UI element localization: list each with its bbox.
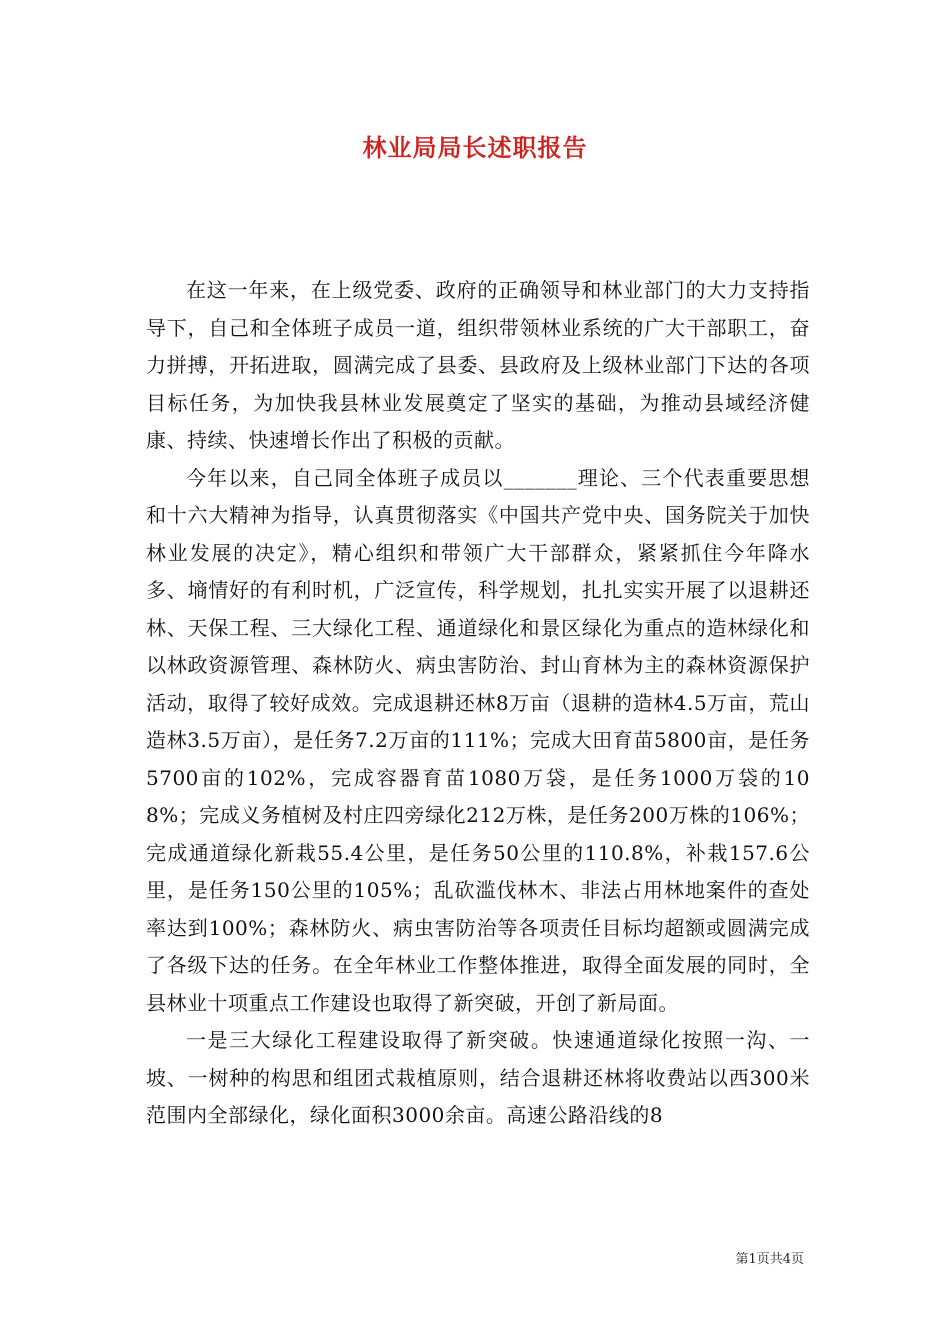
paragraph-achievements: 今年以来，自己同全体班子成员以_______理论、三个代表重要思想和十六大精神为指导，认真贯彻落实《中国共产党中央、国务院关于加快林业发展的决定》，精心组织和带领广大干部群众，紧紧抓住今年降水多、墒情好的有利时机，广泛宣传，科学规划，扎扎实实开展了以退耕还林、天保工程、三大绿化工程、通道绿化和景区绿化为重点的造林绿化和以林政资源管理、森林防火、病虫害防治、封山育林为主的森林资源保护活动，取得了较好成效。完成退耕还林8万亩（退耕的造林4.5万亩，荒山造林3.5万亩），是任务7.2万亩的111%；完成大田育苗5800亩，是任务5700亩的102%，完成容器育苗1080万袋，是任务1000万袋的108%；完成义务植树及村庄四旁绿化212万株，是任务200万株的106%；完成通道绿化新栽55.4公里，是任务50公里的110.8%，补栽157.6公里，是任务150公里的105%；乱砍滥伐林木、非法占用林地案件的查处率达到100%；森林防火、病虫害防治等各项责任目标均超额或圆满完成了各级下达的任务。在全年林业工作整体推进，取得全面发展的同时，全县林业十项重点工作建设也取得了新突破，开创了新局面。 [146,465,810,1015]
page-title: 林业局局长述职报告 [362,133,588,162]
paragraph-intro: 在这一年来，在上级党委、政府的正确领导和林业部门的大力支持指导下，自己和全体班子成员一道，组织带领林业系统的广大干部职工，奋力拼搏，开拓进取，圆满完成了县委、县政府及上级林业部门下达的各项目标任务，为加快我县林业发展奠定了坚实的基础，为推动县域经济健康、持续、快速增长作出了积极的贡献。 [146,278,810,452]
paragraph-first-point: 一是三大绿化工程建设取得了新突破。快速通道绿化按照一沟、一坡、一树种的构思和组团式栽植原则，结合退耕还林将收费站以西300米范围内全部绿化，绿化面积3000余亩。高速公路沿线的8 [146,1028,810,1127]
document-body [146,272,810,1135]
page-number-footer: 第1页共4页 [735,1252,804,1267]
